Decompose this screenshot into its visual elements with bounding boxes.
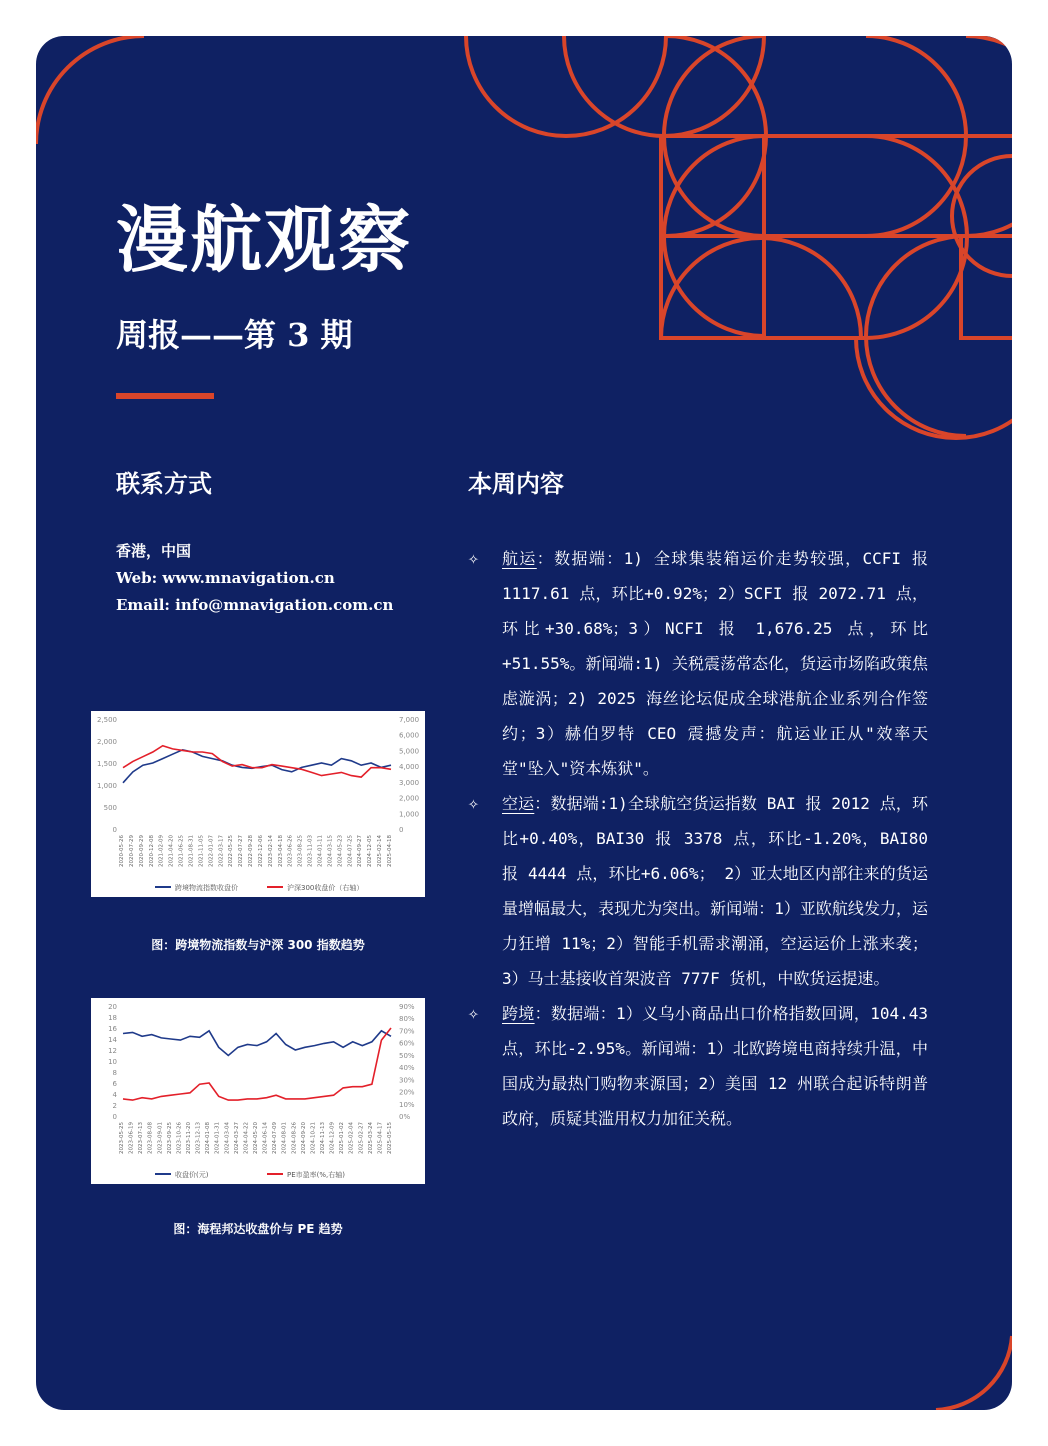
y-right-tick-label: 10% [399,1100,415,1109]
x-tick-label: 2023-06-26 [287,835,294,867]
y-left-tick-label: 1,500 [96,760,117,768]
y-right-tick-label: 4,000 [399,763,420,772]
y-left-tick-label: 2,000 [96,738,117,746]
y-left-tick-label: 18 [108,1014,117,1022]
x-tick-label: 2024-05-23 [337,835,344,867]
series-line-1 [123,1031,391,1056]
x-tick-label: 2023-04-18 [277,835,284,867]
content-item [468,786,928,996]
four-point-star-icon: ✧ [468,548,479,569]
y-right-tick-label: 90% [399,1003,415,1011]
y-left-tick-label: 1,000 [96,782,117,790]
y-right-tick-label: 7,000 [399,716,420,724]
x-tick-label: 2025-02-14 [377,835,384,867]
contact-email[interactable]: Email: info@mnavigation.com.cn [116,596,394,614]
x-tick-label: 2025-04-17 [377,1122,384,1154]
y-right-tick-label: 6,000 [399,731,420,740]
x-tick-label: 2024-12-09 [329,1122,336,1154]
figure-1-caption: 图：跨境物流指数与沪深 300 指数趋势 [151,938,365,952]
report-cover [36,36,1012,1410]
x-tick-label: 2021-06-25 [178,835,185,867]
y-left-tick-label: 8 [112,1069,117,1077]
figure-2-caption: 图：海程邦达收盘价与 PE 趋势 [173,1222,343,1236]
x-tick-label: 2024-03-04 [224,1122,231,1154]
y-left-tick-label: 500 [103,804,117,812]
y-right-tick-label: 20% [399,1088,415,1097]
x-tick-label: 2024-12-05 [367,835,374,867]
y-right-tick-label: 50% [399,1051,415,1060]
x-tick-label: 2024-06-14 [262,1122,269,1154]
x-tick-label: 2022-01-07 [208,835,215,867]
content-item-category: 航运 [502,549,537,568]
contact-web[interactable]: Web: www.mnavigation.cn [116,569,335,587]
x-tick-label: 2024-09-20 [300,1122,307,1154]
x-tick-label: 2022-12-06 [257,835,264,867]
y-left-tick-label: 10 [108,1058,117,1066]
contact-heading: 联系方式 [116,469,212,498]
y-right-tick-label: 40% [399,1064,415,1073]
content-item-category: 空运 [502,794,535,813]
y-left-tick-label: 12 [108,1047,117,1055]
y-left-tick-label: 4 [112,1091,117,1099]
x-tick-label: 2023-11-03 [307,835,314,867]
x-tick-label: 2020-05-26 [119,835,125,867]
figure-2-chart [91,998,425,1184]
y-left-tick-label: 16 [108,1025,117,1033]
x-tick-label: 2023-05-25 [119,1122,125,1154]
x-tick-label: 2024-11-13 [320,1122,326,1154]
x-tick-label: 2021-08-31 [188,835,195,867]
x-tick-label: 2024-05-20 [253,1122,259,1154]
legend-label: PE市盈率(%,右轴) [287,1171,345,1179]
x-tick-label: 2023-02-14 [267,835,274,867]
x-tick-label: 2020-07-29 [128,835,135,867]
y-right-tick-label: 1,000 [399,810,420,819]
x-tick-label: 2025-02-27 [358,1122,365,1154]
x-tick-label: 2024-03-15 [327,835,334,867]
x-tick-label: 2023-10-26 [176,1122,183,1154]
x-tick-label: 2025-02-04 [348,1122,355,1154]
y-left-tick-label: 0 [112,1113,117,1121]
x-tick-label: 2022-05-25 [228,835,235,867]
y-right-tick-label: 60% [399,1039,415,1048]
series-line-1 [123,750,391,783]
content-item-category: 跨境 [502,1004,535,1023]
report-title: 漫航观察 [116,198,413,282]
x-tick-label: 2022-09-28 [248,835,255,867]
x-tick-label: 2023-08-08 [147,1122,154,1154]
content-item-text: ：数据端：1) 全球集装箱运价走势较强，CCFI 报 1117.61 点，环比+0.92%；2）SCFI 报 2072.71 点，环比+30.68%；3）NCFI 报 1,676.25 点，环比+51.55%。新闻端:1) 关税震荡常态化，货运市场陷政策焦虑漩涡；2) 2025 海丝论坛促成全球港航企业系列合作签约；3）赫伯罗特 CEO 震撼发声：航运业正从"效率天堂"坠入"资本炼狱"。 [502,549,928,778]
four-point-star-icon: ✧ [468,1003,479,1024]
x-tick-label: 2023-11-20 [186,1122,192,1154]
x-tick-label: 2021-02-09 [158,835,165,867]
y-right-tick-label: 3,000 [399,778,420,787]
y-left-tick-label: 14 [108,1036,117,1044]
y-right-tick-label: 70% [399,1027,415,1036]
x-tick-label: 2024-08-26 [291,1122,298,1154]
contact-block [116,538,393,619]
x-tick-label: 2024-10-21 [310,1122,317,1154]
y-right-tick-label: 0 [399,826,404,834]
figure-1-chart [91,711,425,897]
y-right-tick-label: 80% [399,1015,415,1024]
y-left-tick-label: 2,500 [96,716,117,724]
chart-1-svg [91,711,425,897]
x-tick-label: 2024-09-27 [357,835,364,867]
x-tick-label: 2024-01-31 [214,1122,221,1154]
contact-location: 香港，中国 [116,542,192,560]
x-tick-label: 2025-03-24 [367,1122,374,1154]
content-item-text: ：数据端：1）义乌小商品出口价格指数回调，104.43 点，环比-2.95%。新闻端：1）北欧跨境电商持续升温，中国成为最热门购物来源国；2）美国 12 州联合起诉特朗普政府，质疑其滥用权力加征关税。 [502,1004,928,1128]
content-item-text: ：数据端:1)全球航空货运指数 BAI 报 2012 点，环比+0.40%，BAI30 报 3378 点，环比-1.20%，BAI80 报 4444 点，环比+6.06%； 2）亚太地区内部往来的货运量增幅最大，表现尤为突出。新闻端：1）亚欧航线发力，运力狂增 11%；2）智能手机需求潮涌，空运运价上涨来袭；3）马士基接收首架波音 777F 货机，中欧货运提速。 [502,794,928,988]
content-heading: 本周内容 [468,469,564,498]
y-left-tick-label: 20 [108,1003,117,1011]
y-left-tick-label: 2 [112,1102,117,1110]
report-subtitle: 周报——第 3 期 [116,316,353,354]
y-right-tick-label: 2,000 [399,794,420,803]
content-list [468,541,928,1136]
x-tick-label: 2024-01-08 [205,1122,212,1154]
y-right-tick-label: 30% [399,1076,415,1085]
y-left-tick-label: 0 [112,826,117,834]
x-tick-label: 2024-01-11 [317,835,324,867]
x-tick-label: 2023-09-25 [166,1122,173,1154]
x-tick-label: 2023-08-25 [297,835,304,867]
x-tick-label: 2023-07-13 [138,1122,145,1154]
x-tick-label: 2024-03-27 [233,1122,240,1154]
x-tick-label: 2023-09-01 [157,1122,164,1154]
legend-label: 收盘价(元) [175,1171,209,1179]
y-right-tick-label: 0% [399,1113,411,1121]
x-tick-label: 2024-08-01 [281,1122,288,1154]
x-tick-label: 2021-04-20 [168,835,175,867]
x-tick-label: 2024-07-25 [347,835,354,867]
legend-label: 跨境物流指数收盘价 [175,884,238,892]
x-tick-label: 2024-04-22 [243,1122,250,1154]
title-divider [116,393,214,399]
four-point-star-icon: ✧ [468,793,479,814]
y-left-tick-label: 6 [112,1080,117,1088]
x-tick-label: 2025-05-15 [387,1122,393,1154]
x-tick-label: 2025-04-18 [387,835,393,867]
x-tick-label: 2021-11-05 [198,835,205,867]
content-item [468,996,928,1136]
chart-2-svg [91,998,425,1184]
x-tick-label: 2024-07-09 [272,1122,279,1154]
x-tick-label: 2022-03-17 [218,835,225,867]
x-tick-label: 2020-12-08 [148,835,155,867]
x-tick-label: 2023-12-13 [195,1122,202,1154]
x-tick-label: 2020-09-29 [138,835,145,867]
x-tick-label: 2025-01-02 [339,1122,346,1154]
x-tick-label: 2022-07-27 [238,835,245,867]
content-item [468,541,928,786]
y-right-tick-label: 5,000 [399,747,420,756]
x-tick-label: 2023-06-19 [128,1122,135,1154]
legend-label: 沪深300收盘价（右轴） [287,884,364,892]
